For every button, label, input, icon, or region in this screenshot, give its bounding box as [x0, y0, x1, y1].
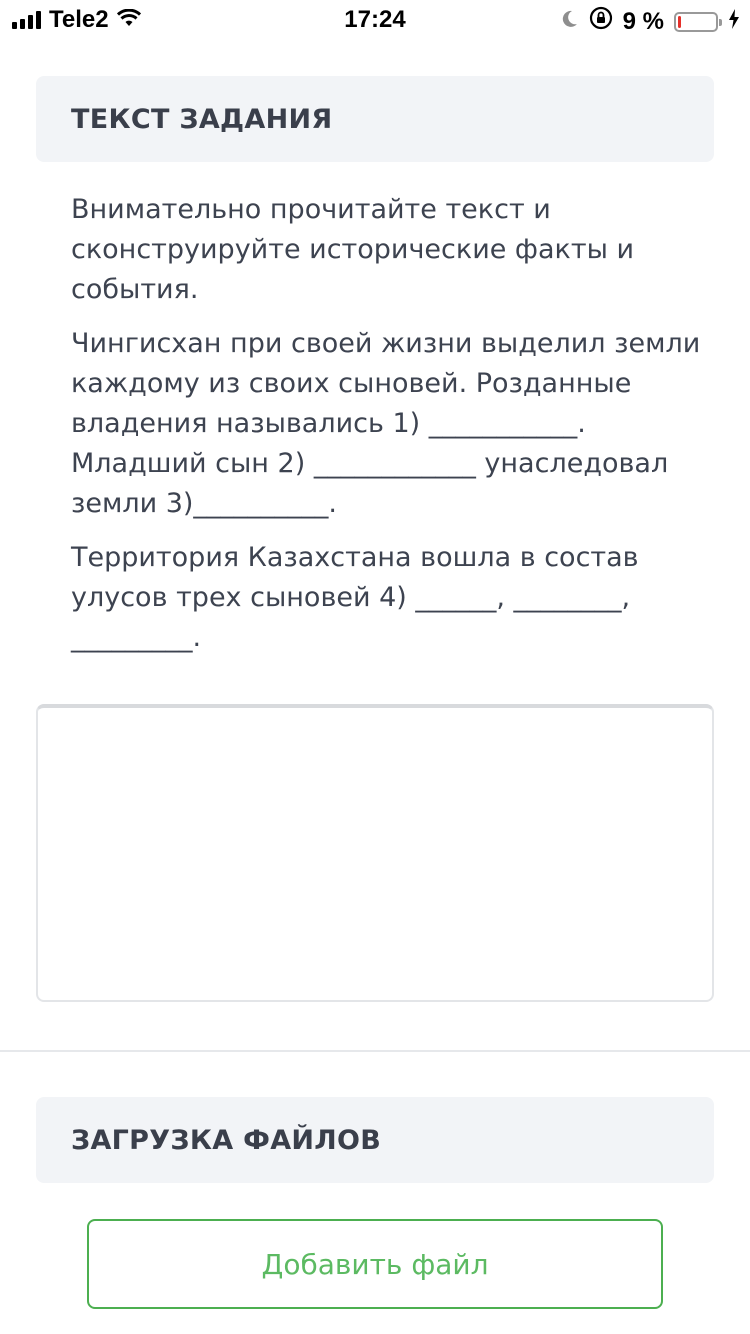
task-text-title: ТЕКСТ ЗАДАНИЯ	[71, 103, 333, 135]
status-bar	[0, 0, 750, 40]
battery-percent: 9 %	[622, 7, 664, 35]
rotation-lock-icon	[589, 6, 613, 37]
file-upload-title: ЗАГРУЗКА ФАЙЛОВ	[71, 1124, 382, 1156]
section-divider	[0, 1050, 750, 1052]
answer-input[interactable]	[36, 704, 714, 1002]
task-text-header	[36, 76, 714, 162]
task-text-body	[71, 190, 701, 672]
task-paragraph: Территория Казахстана вошла в состав улусов трех сыновей 4) ______, ________, _________.	[71, 542, 639, 653]
moon-icon	[559, 8, 579, 36]
carrier-label: Tele2	[49, 6, 109, 33]
charging-icon	[728, 8, 740, 36]
file-upload-header	[36, 1097, 714, 1183]
task-paragraph: Чингисхан при своей жизни выделил земли каждому из своих сыновей. Розданные владения назывались 1) ___________. Младший сын 2) ____________ унаследовал земли 3)__________.	[71, 328, 701, 519]
add-file-button[interactable]: Добавить файл	[87, 1219, 663, 1309]
status-right	[559, 6, 740, 37]
task-paragraph: Внимательно прочитайте текст и сконструируйте исторические факты и события.	[71, 194, 635, 305]
battery-level	[678, 16, 681, 28]
clock: 17:24	[344, 6, 406, 33]
battery-icon	[674, 12, 718, 32]
